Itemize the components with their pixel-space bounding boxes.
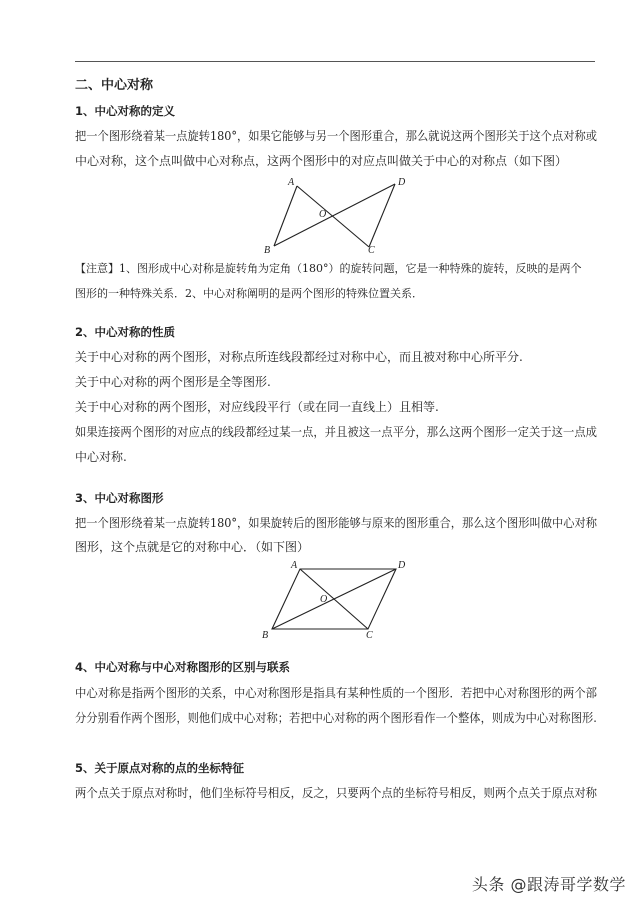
figure-central-symmetry-triangles xyxy=(258,173,408,259)
s2-p1: 关于中心对称的两个图形，对称点所连线段都经过对称中心，而且被对称中心所平分. xyxy=(75,350,523,364)
fig2-label-b: B xyxy=(262,630,269,641)
fig2-label-o: O xyxy=(320,594,328,605)
fig1-label-o: O xyxy=(319,209,327,220)
fig1-label-a: A xyxy=(288,177,295,188)
s4-heading: 4、中心对称与中心对称图形的区别与联系 xyxy=(75,660,290,674)
s2-p2: 关于中心对称的两个图形是全等图形. xyxy=(75,375,271,389)
s2-p3: 关于中心对称的两个图形，对应线段平行（或在同一直线上）且相等. xyxy=(75,400,439,414)
s1-line1: 把一个图形绕着某一点旋转180°，如果它能够与另一个图形重合，那么就说这两个图形关于这个点对称或 xyxy=(75,129,597,143)
s5-line1: 两个点关于原点对称时，他们坐标符号相反，反之，只要两个点的坐标符号相反，则两个点关于原点对称 xyxy=(75,786,598,800)
s2-p4a: 如果连接两个图形的对应点的线段都经过某一点，并且被这一点平分，那么这两个图形一定关于这一点成 xyxy=(75,425,598,439)
note-line2: 图形的一种特殊关系．2、中心对称阐明的是两个图形的特殊位置关系． xyxy=(75,287,423,300)
fig1-label-c: C xyxy=(368,245,375,256)
fig1-label-d: D xyxy=(398,177,406,188)
s3-line1: 把一个图形绕着某一点旋转180°，如果旋转后的图形能够与原来的图形重合，那么这个图形叫做中心对称 xyxy=(75,516,597,530)
section-title: 二、中心对称 xyxy=(75,78,154,93)
s5-heading: 5、关于原点对称的点的坐标特征 xyxy=(75,761,244,775)
figure-parallelogram xyxy=(258,558,408,642)
fig2-label-c: C xyxy=(366,630,373,641)
fig2-label-d: D xyxy=(398,560,406,571)
s3-heading: 3、中心对称图形 xyxy=(75,491,164,505)
s4-line2: 分分别看作两个图形，则他们成中心对称；若把中心对称的两个图形看作一个整体，则成为中心对称图形. xyxy=(75,711,597,725)
note-line1: 【注意】1、图形成中心对称是旋转角为定角（180°）的旋转问题，它是一种特殊的旋转，反映的是两个 xyxy=(75,262,582,275)
header-rule xyxy=(75,61,595,62)
fig1-label-b: B xyxy=(264,245,271,256)
s2-heading: 2、中心对称的性质 xyxy=(75,325,176,339)
s4-line1: 中心对称是指两个图形的关系，中心对称图形是指具有某种性质的一个图形．若把中心对称图形的两个部 xyxy=(75,686,598,700)
watermark: 头条 @跟涛哥学数学 xyxy=(471,875,626,894)
s1-heading: 1、中心对称的定义 xyxy=(75,104,176,118)
s2-p4b: 中心对称. xyxy=(75,450,127,464)
s1-line2: 中心对称，这个点叫做中心对称点，这两个图形中的对应点叫做关于中心的对称点（如下图） xyxy=(75,154,568,168)
fig2-label-a: A xyxy=(291,560,298,571)
s3-line2: 图形，这个点就是它的对称中心．（如下图） xyxy=(75,540,310,554)
